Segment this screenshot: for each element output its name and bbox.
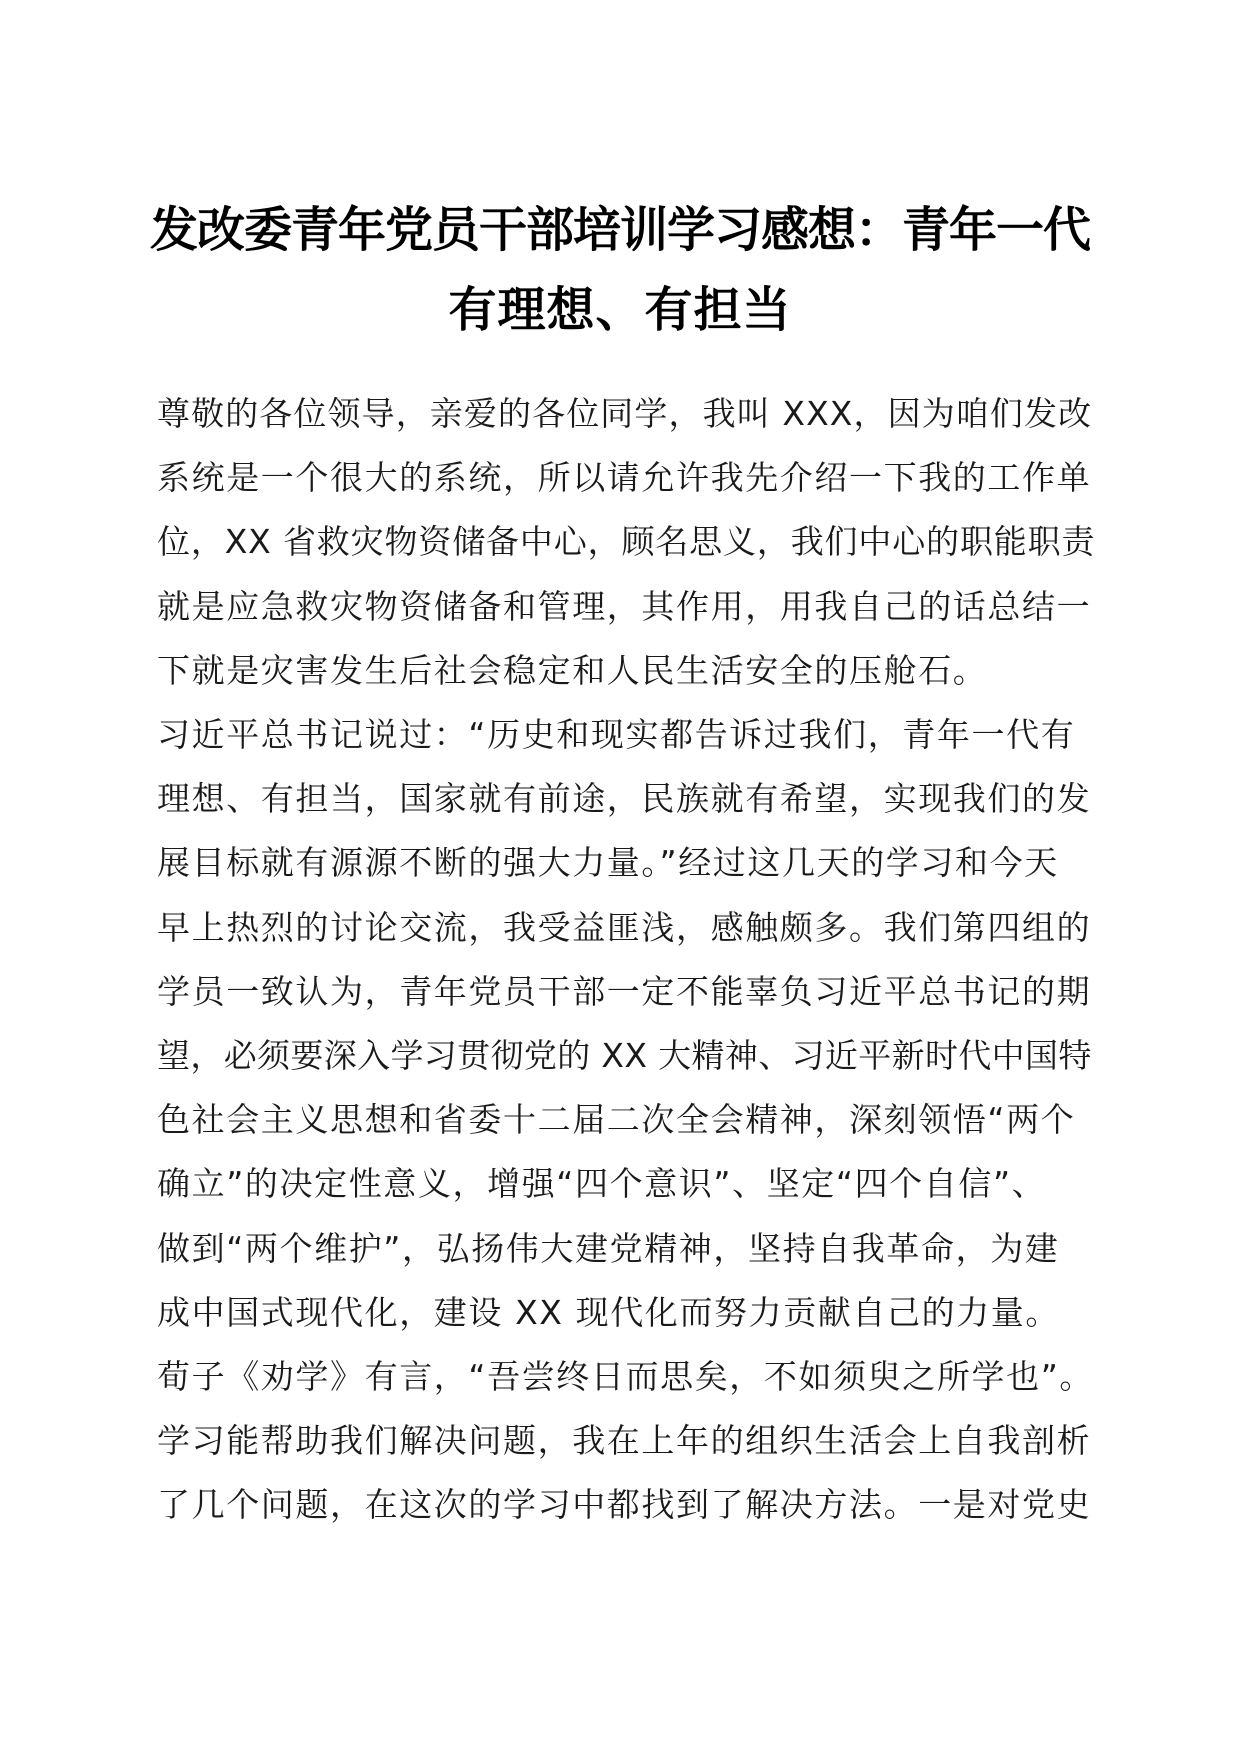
body-line: 学员一致认为，青年党员干部一定不能辜负习近平总书记的期	[157, 971, 1092, 1011]
body-line: 展目标就有源源不断的强大力量。”经过这几天的学习和今天	[157, 843, 1059, 883]
body-line: 系统是一个很大的系统，所以请允许我先介绍一下我的工作单	[157, 458, 1092, 498]
body-line: 下就是灾害发生后社会稳定和人民生活安全的压舱石。	[157, 650, 988, 690]
title-line: 有理想、有担当	[448, 282, 792, 338]
body-line: 就是应急救灾物资储备和管理，其作用，用我自己的话总结一	[157, 586, 1092, 626]
body-line: 成中国式现代化，建设 XX 现代化而努力贡献自己的力量。	[157, 1292, 1060, 1332]
document-body	[157, 382, 1097, 1538]
body-line: 了几个问题，在这次的学习中都找到了解决方法。一是对党史	[157, 1485, 1092, 1525]
body-line: 色社会主义思想和省委十二届二次全会精神，深刻领悟“两个	[157, 1100, 1076, 1140]
body-line: 早上热烈的讨论交流，我受益匪浅，感触颇多。我们第四组的	[157, 907, 1092, 947]
body-line: 尊敬的各位领导，亲爱的各位同学，我叫 XXX，因为咱们发改	[157, 394, 1093, 433]
title-line: 发改委青年党员干部培训学习感想：青年一代	[150, 202, 1091, 258]
document-title	[150, 190, 1090, 350]
body-line: 确立”的决定性意义，增强“四个意识”、坚定“四个自信”、	[157, 1164, 1047, 1204]
body-line: 望，必须要深入学习贯彻党的 XX 大精神、习近平新时代中国特	[157, 1036, 1092, 1076]
body-line: 位，XX 省救灾物资储备中心，顾名思义，我们中心的职能职责	[157, 522, 1096, 562]
body-line: 习近平总书记说过：“历史和现实都告诉过我们，青年一代有	[157, 715, 1076, 755]
body-line: 理想、有担当，国家就有前途，民族就有希望，实现我们的发	[157, 779, 1092, 819]
body-line: 荀子《劝学》有言，“吾尝终日而思矣，不如须臾之所学也”。	[157, 1357, 1094, 1397]
body-line: 做到“两个维护”，弘扬伟大建党精神，坚持自我革命，为建	[157, 1228, 1060, 1268]
body-line: 学习能帮助我们解决问题，我在上年的组织生活会上自我剖析	[157, 1421, 1092, 1461]
